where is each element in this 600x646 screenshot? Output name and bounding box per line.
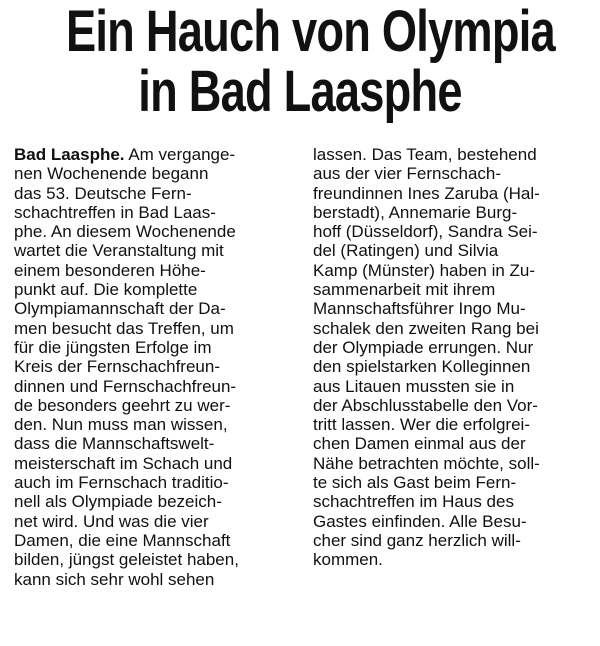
column-line: schachtreffen im Haus des	[313, 492, 514, 512]
column-line: punkt auf. Die komplette	[14, 280, 198, 300]
column-line: der Abschlusstabelle den Vor-	[313, 395, 538, 415]
column-line: Olympiamannschaft der Da-	[14, 299, 226, 319]
column-line: de besonders geehrt zu wer-	[14, 395, 231, 415]
column-line: tritt lassen. Wer die erfolgrei-	[313, 415, 530, 435]
headline-line-1: Ein Hauch von Olympia	[66, 0, 555, 64]
column-line: kann sich sehr wohl sehen	[14, 569, 215, 589]
column-line: cher sind ganz herzlich will-	[313, 530, 521, 550]
column-line: berstadt), Annemarie Burg-	[313, 202, 518, 222]
article-headline	[66, 0, 555, 124]
column-line: wartet die Veranstaltung mit	[14, 241, 224, 261]
article-column-right	[313, 145, 588, 570]
column-line: das 53. Deutsche Fern-	[14, 183, 192, 203]
column-line: freundinnen Ines Zaruba (Hal-	[313, 183, 540, 203]
column-line: Nähe betrachten möchte, soll-	[313, 453, 540, 473]
column-line: dinnen und Fernschachfreun-	[14, 376, 237, 396]
column-line: Kamp (Münster) haben in Zu-	[313, 260, 536, 280]
column-line: Damen, die eine Mannschaft	[14, 530, 231, 550]
column-line: men besucht das Treffen, um	[14, 318, 234, 338]
column-line: bilden, jüngst geleistet haben,	[14, 550, 239, 570]
column-line: hoff (Düsseldorf), Sandra Sei-	[313, 222, 538, 242]
column-line-text: Am vergange-	[124, 145, 236, 164]
column-line: den. Nun muss man wissen,	[14, 415, 228, 435]
column-line: lassen. Das Team, bestehend	[313, 145, 537, 164]
column-line: Mannschaftsführer Ingo Mu-	[313, 299, 526, 319]
column-line: für die jüngsten Erfolge im	[14, 337, 212, 357]
column-line: schalek den zweiten Rang bei	[313, 318, 539, 338]
article-column-left	[14, 145, 289, 589]
headline-line-2: in Bad Laasphe	[138, 59, 462, 124]
column-line: Gastes einfinden. Alle Besu-	[313, 511, 527, 531]
column-line: einem besonderen Höhe-	[14, 260, 206, 280]
column-line: phe. An diesem Wochenende	[14, 222, 236, 242]
column-line: sammenarbeit mit ihrem	[313, 280, 496, 300]
column-line: del (Ratingen) und Silvia	[313, 241, 499, 261]
column-line: auch im Fernschach traditio-	[14, 473, 229, 493]
column-line: meisterschaft im Schach und	[14, 453, 233, 473]
column-line: te sich als Gast beim Fern-	[313, 473, 517, 493]
dateline: Bad Laasphe.	[14, 145, 125, 164]
column-line: chen Damen einmal aus der	[313, 434, 526, 454]
column-line: dass die Mannschaftswelt-	[14, 434, 215, 454]
column-line: den spielstarken Kolleginnen	[313, 357, 531, 377]
column-line: Kreis der Fernschachfreun-	[14, 357, 220, 377]
column-line: der Olympiade errungen. Nur	[313, 337, 534, 357]
column-line: aus Litauen mussten sie in	[313, 376, 515, 396]
column-line: kommen.	[313, 550, 383, 570]
column-line: nen Wochenende begann	[14, 164, 209, 184]
column-line: schachtreffen in Bad Laas-	[14, 202, 216, 222]
column-line	[14, 145, 289, 164]
column-line: aus der vier Fernschach-	[313, 164, 502, 184]
column-line: nell als Olympiade bezeich-	[14, 492, 222, 512]
column-line: net wird. Und was die vier	[14, 511, 209, 531]
